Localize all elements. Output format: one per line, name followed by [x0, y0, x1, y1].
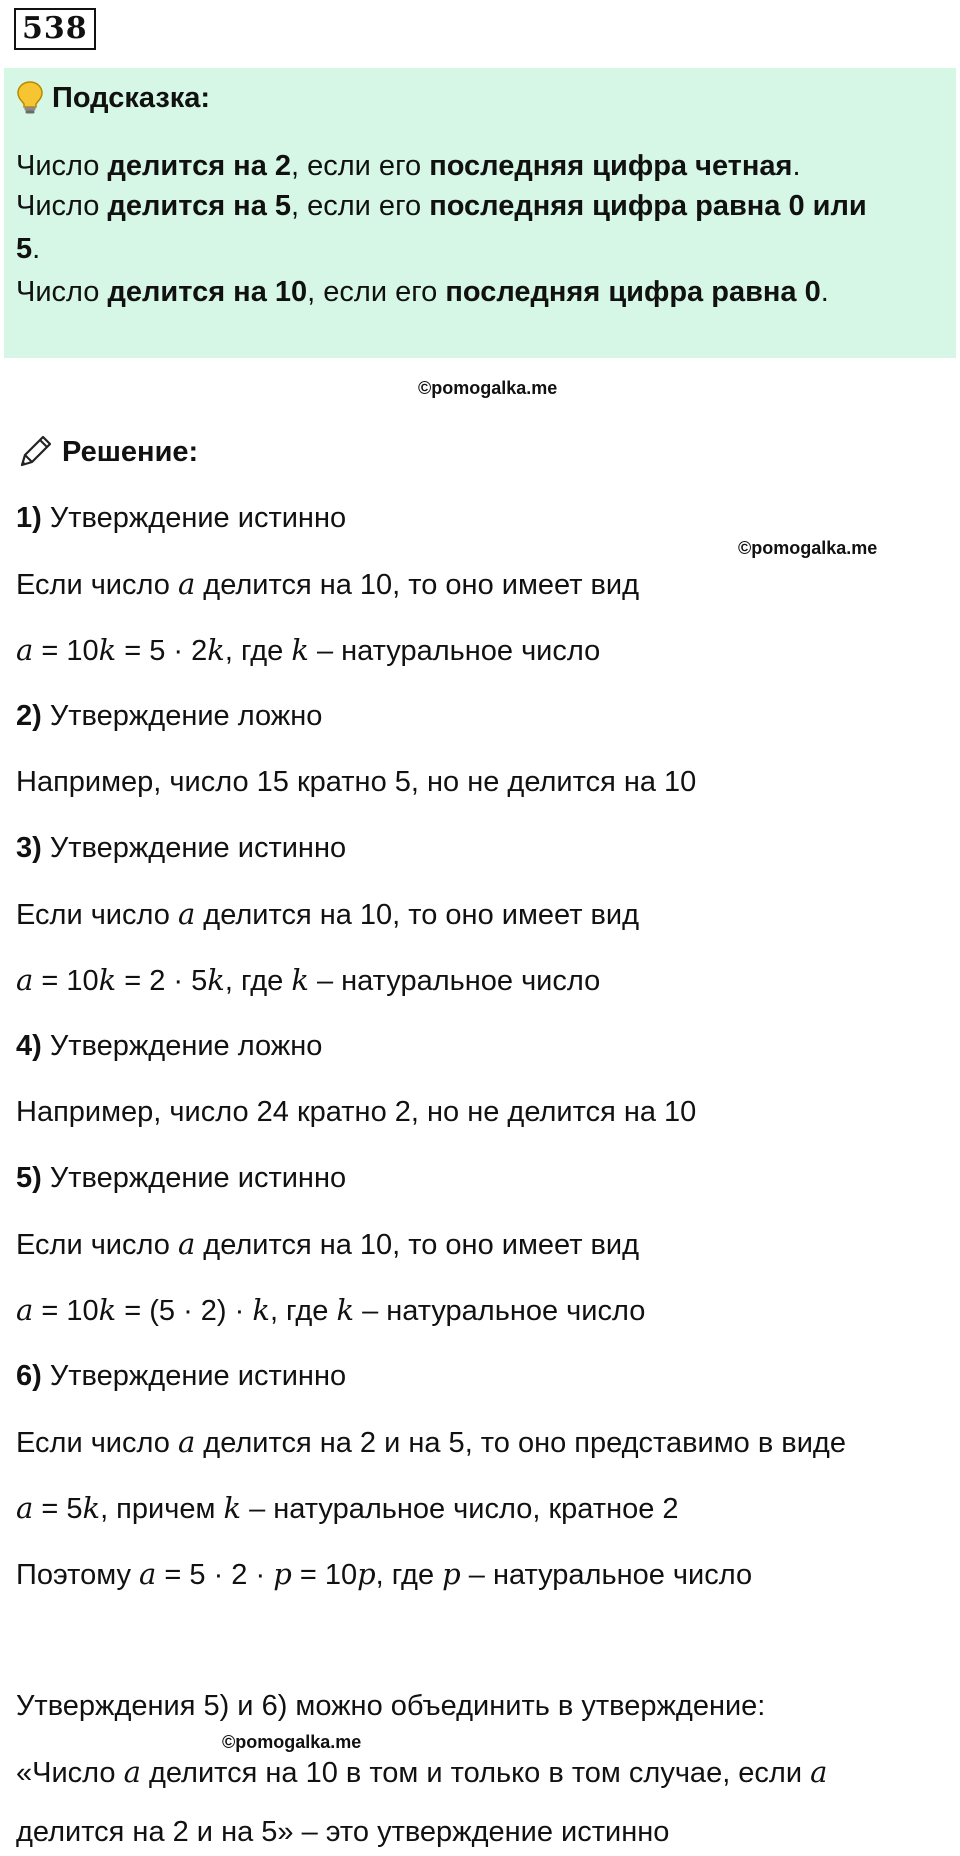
lightbulb-icon	[16, 80, 44, 116]
statement-6-verdict: 6) Утверждение истинно	[16, 1360, 347, 1392]
statement-5-verdict: 5) Утверждение истинно	[16, 1162, 347, 1194]
statement-1-verdict: 1) Утверждение истинно	[16, 502, 347, 534]
hint-title-text: Подсказка:	[52, 81, 211, 114]
conclusion-line-3: делится на 2 и на 5» – это утверждение истинно	[16, 1816, 670, 1848]
statement-5-line-1: Если число a делится на 10, то оно имеет вид	[16, 1227, 640, 1261]
statement-3-verdict: 3) Утверждение истинно	[16, 832, 347, 864]
watermark: ©pomogalka.me	[418, 378, 558, 398]
hint-rule-10: Число делится на 10, если его последняя цифра равна 0.	[16, 276, 829, 308]
statement-6-line-3: Поэтому a = 5 · 2 · p = 10p, где p – натуральное число	[16, 1557, 753, 1591]
conclusion-line-2: «Число a делится на 10 в том и только в том случае, если a	[16, 1755, 828, 1789]
watermark: ©pomogalka.me	[738, 538, 878, 558]
pencil-icon	[16, 433, 54, 471]
statement-6-line-2: a = 5k, причем k – натуральное число, кратное 2	[16, 1491, 679, 1525]
statement-4-line-1: Например, число 24 кратно 2, но не делится на 10	[16, 1096, 697, 1128]
task-number: 538	[14, 8, 96, 50]
statement-4-verdict: 4) Утверждение ложно	[16, 1030, 323, 1062]
statement-6-line-1: Если число a делится на 2 и на 5, то оно представимо в виде	[16, 1425, 846, 1459]
hint-rule-2: Число делится на 2, если его последняя цифра четная.	[16, 150, 801, 182]
statement-3-line-1: Если число a делится на 10, то оно имеет вид	[16, 897, 640, 931]
hint-title	[16, 78, 210, 118]
statement-3-line-2: a = 10k = 2 · 5k, где k – натуральное число	[16, 963, 601, 997]
statement-2-verdict: 2) Утверждение ложно	[16, 700, 323, 732]
statement-1-line-2: a = 10k = 5 · 2k, где k – натуральное число	[16, 633, 601, 667]
conclusion-line-1: Утверждения 5) и 6) можно объединить в утверждение:	[16, 1690, 766, 1722]
watermark: ©pomogalka.me	[222, 1732, 362, 1752]
hint-rule-5-cont: 5.	[16, 233, 41, 265]
statement-2-line-1: Например, число 15 кратно 5, но не делится на 10	[16, 766, 697, 798]
solution-title	[16, 432, 198, 472]
hint-rule-5: Число делится на 5, если его последняя цифра равна 0 или	[16, 190, 867, 222]
solution-title-text: Решение:	[62, 435, 199, 468]
statement-5-line-2: a = 10k = (5 · 2) · k, где k – натуральное число	[16, 1293, 646, 1327]
statement-1-line-1: Если число a делится на 10, то оно имеет вид	[16, 567, 640, 601]
